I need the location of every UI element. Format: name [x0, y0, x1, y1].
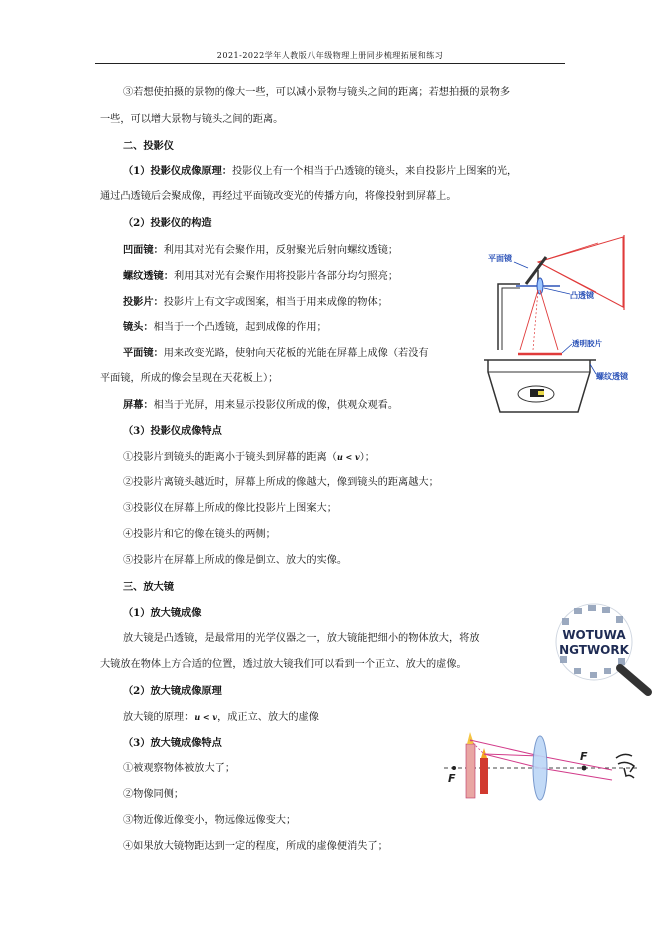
watermark-text-1: WOTUWA — [562, 628, 626, 642]
label-fresnel-lens: 螺纹透镜 — [596, 372, 628, 381]
watermark-logo — [544, 596, 658, 696]
flat-mirror-shape — [526, 257, 546, 284]
magnifier-feature-4: ④如果放大镜物距达到一定的程度，所成的虚像便消失了； — [123, 841, 388, 852]
part-lens: 镜头：相当于一个凸透镜，起到成像的作用； — [123, 321, 327, 333]
camera-tip-line1: ③若想使拍摄的景物的像大一些，可以减小景物与镜头之间的距离；若想拍摄的景物多 — [123, 87, 511, 98]
magnifier-features-heading: （3）放大镜成像特点 — [123, 737, 222, 749]
magnifier-feature-3: ③物近像近像变小，物远像远像变大； — [123, 815, 297, 826]
label-convex-lens: 凸透镜 — [570, 291, 594, 300]
projector-diagram — [478, 232, 643, 422]
focal-label-left: F — [448, 772, 456, 785]
magnifier-heading: 三、放大镜 — [123, 581, 174, 593]
projector-feature-3: ③投影仪在屏幕上所成的像比投影片上图案大； — [123, 503, 337, 514]
projector-feature-5: ⑤投影片在屏幕上所成的像是倒立、放大的实像。 — [123, 555, 348, 566]
magnifier-principle: 放大镜的原理：u < v，成正立、放大的虚像 — [123, 712, 319, 723]
magnifier-principle-heading: （2）放大镜成像原理 — [123, 685, 222, 697]
projector-arm — [498, 284, 520, 350]
math-u-lt-v-2: u < v — [194, 712, 218, 722]
magnifier-imaging-line2: 大镜放在物体上方合适的位置，透过放大镜我们可以看到一个正立、放大的虚像。 — [100, 659, 467, 670]
part-slide: 投影片：投影片上有文字或图案，相当于用来成像的物体； — [123, 296, 388, 308]
projector-feature-2: ②投影片离镜头越近时，屏幕上所成的像越大，像到镜头的距离越大； — [123, 477, 439, 488]
focal-label-right: F — [580, 750, 588, 763]
virtual-candle — [466, 744, 475, 798]
magnifier-imaging-heading: （1）放大镜成像 — [123, 607, 202, 619]
watermark-text-2: NGTWORK — [559, 643, 629, 657]
part-flat-mirror: 平面镜：用来改变光路，使射向天花板的光能在屏幕上成像（若没有 — [123, 347, 429, 359]
page-header: 2021-2022学年人教版八年级物理上册同步梳理拓展和练习 — [216, 51, 444, 60]
part-screen: 屏幕：相当于光屏，用来显示投影仪所成的像，供观众观看。 — [123, 399, 399, 411]
real-candle — [480, 758, 488, 794]
camera-tip-line2: 一些，可以增大景物与镜头之间的距离。 — [100, 114, 284, 125]
projector-feature-1: ①投影片到镜头的距离小于镜头到屏幕的距离（u < v）； — [123, 452, 375, 463]
projector-principle-text: 投影仪上有一个相当于凸透镜的镜头，来自投影片上图案的光， — [231, 166, 518, 177]
magnifier-lens-shape — [533, 736, 547, 800]
projector-heading: 二、投影仪 — [123, 140, 174, 152]
projector-structure-heading: （2）投影仪的构造 — [123, 217, 212, 229]
projector-principle-label: （1）投影仪成像原理： — [123, 165, 232, 177]
part-flat-mirror-cont: 平面镜，所成的像会呈现在天花板上）； — [100, 373, 279, 384]
part-fresnel-lens: 螺纹透镜：利用其对光有会聚作用将投影片各部分均匀照亮； — [123, 270, 399, 282]
projector-principle — [123, 164, 517, 179]
magnifier-feature-2: ②物像同侧； — [123, 789, 185, 800]
projector-features-heading: （3）投影仪成像特点 — [123, 425, 222, 437]
magnifier-feature-1: ①被观察物体被放大了； — [123, 763, 236, 774]
header-divider — [95, 63, 565, 64]
math-u-lt-v: u < v — [336, 452, 360, 462]
eye-icon — [616, 754, 634, 778]
projector-feature-4: ④投影片和它的像在镜头的两侧； — [123, 529, 276, 540]
magnifier-diagram — [440, 728, 650, 803]
label-slide: 透明胶片 — [572, 339, 602, 348]
projector-principle-line2: 通过凸透镜后会聚成像，再经过平面镜改变光的传播方向，将像投射到屏幕上。 — [100, 191, 457, 202]
part-concave-mirror: 凹面镜：利用其对光有会聚作用，反射聚光后射向螺纹透镜； — [123, 244, 399, 256]
magnifier-imaging-line1: 放大镜是凸透镜，是最常用的光学仪器之一，放大镜能把细小的物体放大，将放 — [123, 633, 480, 644]
label-flat-mirror: 平面镜 — [488, 254, 512, 263]
